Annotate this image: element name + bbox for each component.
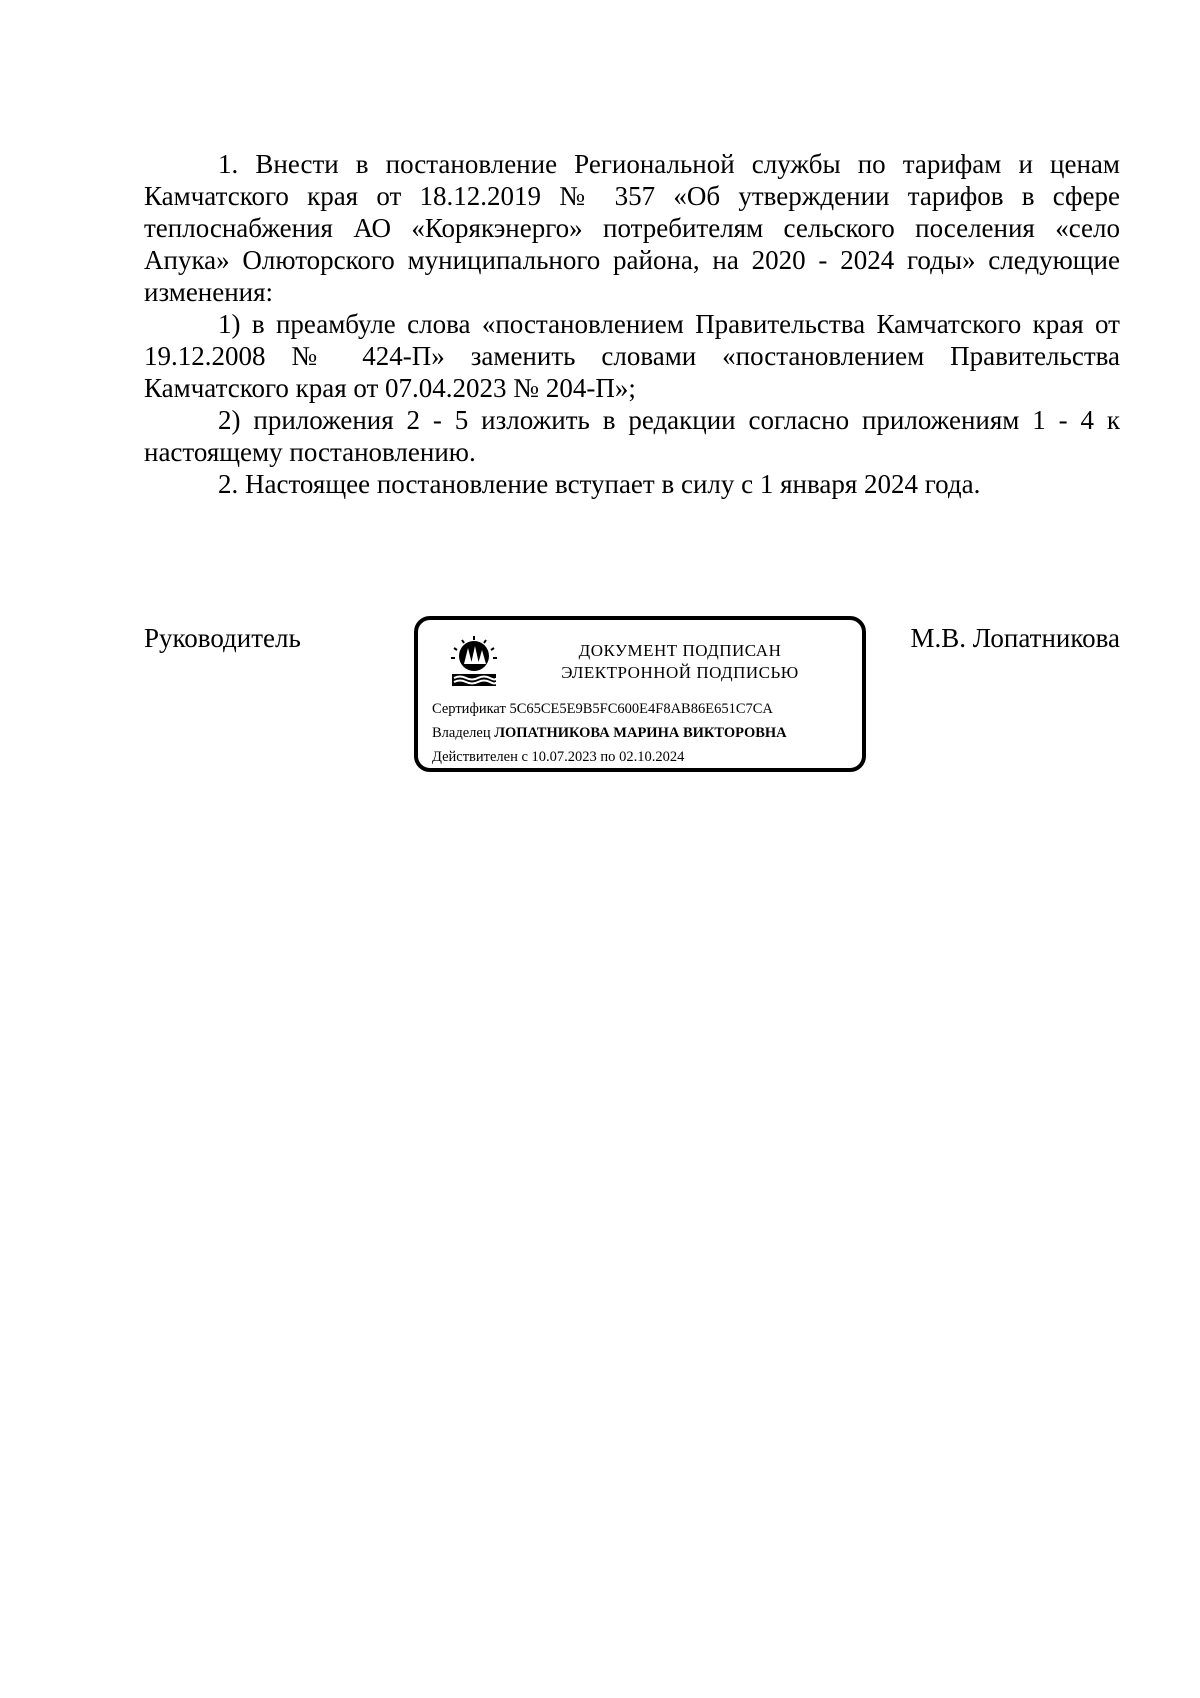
signer-position: Руководитель [144, 623, 301, 653]
certificate-label: Сертификат [432, 701, 506, 717]
paragraph-item-1: 1. Внести в постановление Региональной службы по тарифам и ценам Камчатского края от 18.12.2019 № 357 «Об утверждении тарифов в сфере теплоснабжения АО «Корякэнерго» потребителям сельского поселения «село Апука» Олюторского муниципального района, на 2020 - 2024 годы» следующие изменения: [144, 149, 1120, 307]
valid-label: Действителен с [432, 749, 528, 765]
signature-block [144, 616, 1120, 786]
signer-name: М.В. Лопатникова [910, 623, 1120, 653]
stamp-owner-line [432, 724, 852, 742]
certificate-value: 5C65CE5E9B5FC600E4F8AB86E651C7CA [509, 701, 773, 717]
valid-to-label: по [600, 749, 616, 765]
valid-to: 02.10.2024 [619, 749, 685, 765]
stamp-title-line-1: ДОКУМЕНТ ПОДПИСАН [578, 641, 782, 660]
electronic-signature-stamp [414, 616, 866, 772]
paragraph-subitem-1: 1) в преамбуле слова «постановлением Правительства Камчатского края от 19.12.2008 № 424-П» заменить словами «постановлением Правительства Камчатского края от 07.04.2023 № 204-П»; [144, 309, 1120, 403]
document-body [144, 148, 1120, 500]
paragraph-item-2: 2. Настоящее постановление вступает в силу с 1 января 2024 года. [218, 469, 981, 499]
owner-value: ЛОПАТНИКОВА МАРИНА ВИКТОРОВНА [494, 725, 787, 741]
stamp-certificate-line [432, 700, 852, 718]
valid-from: 10.07.2023 [531, 749, 597, 765]
stamp-title [528, 640, 832, 684]
owner-label: Владелец [432, 725, 491, 741]
stamp-validity-line [432, 748, 852, 766]
kamchatka-coat-of-arms-icon [446, 634, 502, 690]
paragraph-subitem-2: 2) приложения 2 - 5 изложить в редакции согласно приложениям 1 - 4 к настоящему постановлению. [144, 405, 1120, 467]
stamp-title-line-2: ЭЛЕКТРОННОЙ ПОДПИСЬЮ [561, 663, 799, 682]
